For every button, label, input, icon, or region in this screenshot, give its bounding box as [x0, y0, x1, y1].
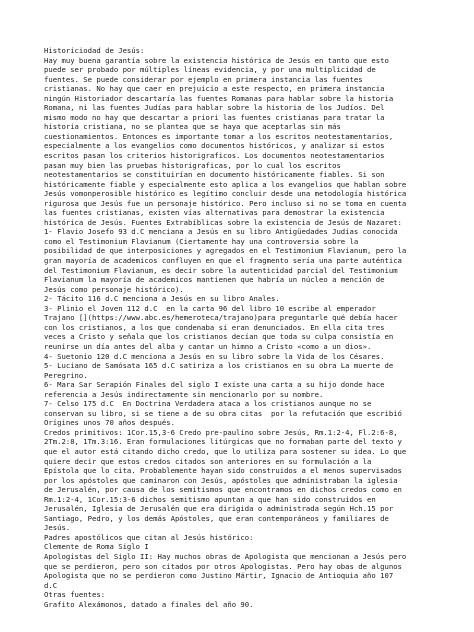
text-line: por los apóstoles que caminaron con Jesús, apóstoles que administraban la iglesia [44, 475, 398, 485]
text-line: referencia a Jesús indirectamente sin mencionarlo por su nombre. [44, 389, 324, 399]
text-line: Apologistas del Siglo II: Hay muchos obras de Apologista que mencionan a Jesús pero [44, 551, 407, 561]
text-line: rigurosa que Jesús fue un personaje histórico. Pero incluso si no se toma en cuenta [44, 198, 407, 208]
text-line: histórica de Jesús. Fuentes Extrabíblicas sobre la existencia de Jesús de Nazaret: [44, 217, 402, 227]
text-line: que el autor está citando dicho credo, que lo utiliza para sostener su idea. Lo que [44, 446, 407, 456]
text-line: Trajano [](https://www.abc.es/hemeroteca/trajano)para preguntarle qué debía hacer [44, 313, 398, 323]
text-line: Peregrino. [44, 370, 88, 380]
text-line: que se perdieron, pero son citados por otros Apologistas. Pero hay obas de algunos [44, 561, 402, 571]
text-line: mismo modo no hay que descartar a priori las fuentes cristianas para tratar la [44, 112, 385, 122]
text-line: las fuentes cristianas, existen vías alternativas para demostrar la existencia [44, 208, 385, 218]
text-line: Padres apostólicos que citan al Jesús histórico: [44, 532, 254, 542]
text-line: 1- Flavio Josefo 93 d.C menciana a Jesús en su libro Antigüedades Judías conocida [44, 227, 398, 237]
document-page [44, 46, 448, 609]
text-line: Jesús. [44, 523, 71, 533]
text-line: históricamente fiable y especialmente esto aplica a los evangelios que hablan sobre [44, 179, 407, 189]
text-line: conservan su libro, si se tiene a de su obra citas por la refutación que escribió [44, 408, 402, 418]
text-line: fuentes. Se puede considerar por ejemplo en primera instancia las fuentes [44, 74, 363, 84]
text-line: de Jerusalén, por causa de los semitismos que encontramos en dichos credos como en [44, 485, 402, 495]
text-line: Orígines unos 70 años después. [44, 418, 175, 428]
text-line: cuestionamientos. Entonces es importante tomar a los escritos neotestamentarios, [44, 131, 394, 141]
text-line: historia cristiana, no se plantea que se haya que aceptarlas sin más [44, 122, 341, 132]
text-line: Romana, ni las fuentes Judías para hablar sobre la historia de los Judíos. Del [44, 103, 385, 113]
text-line: 7- Celso 175 d.C En Doctrina Verdadera ataca a los cristianos aunque no se [44, 399, 372, 409]
text-line: gran mayoría de academicos confluyen en que el fragmento sería una parte auténtica [44, 256, 402, 266]
text-line: escritos pasan los criterios historigraficos. Los documentos neotestamentarios [44, 151, 385, 161]
text-line: Jesús como personaje histórico). [44, 284, 184, 294]
text-line: posibilidad de que interposiciones y agregados en el Testimonium Flavianum, pero la [44, 246, 407, 256]
text-line: con los cristianos, a los que condenaba si eran denunciados. En ella cita tres [44, 322, 385, 332]
text-line: pasan muy bien las pruebas historigraficas, por lo cual los escritos [44, 160, 341, 170]
text-line: Apologista que no se perdieron como Justino Mártir, Ignacio de Antioquia año 107 [44, 571, 394, 581]
text-line: d.C [44, 580, 58, 590]
text-line: Santiago, Pedro, y los demás Apóstoles, que eran contemporáneos y familiares de [44, 513, 389, 523]
text-line: Otras fuentes: [44, 590, 106, 600]
text-line: 6- Mara Sar Serapión Finales del siglo I existe una carta a su hijo donde hace [44, 380, 385, 390]
text-line: Epístola que lo cita. Probablemente hayan sido construidos a el menos supervisados [44, 466, 402, 476]
text-line: 5- Luciano de Samósata 165 d.C satiriza a los cristianos en su obra La muerte de [44, 361, 394, 371]
text-line: Clemente de Roma Siglo I [44, 542, 149, 552]
text-line: puede ser probado por múltiples líneas evidencia, y por una multiplicidad de [44, 65, 376, 75]
text-line: reunirse un día antes del alba y cantar un himno a Cristo «como a un dios». [44, 341, 372, 351]
text-line: Grafito Alexámonos, datado a finales del año 90. [44, 599, 254, 609]
text-line: cristianas. No hay que caer en prejuicio a este respecto, en primera instancia [44, 84, 385, 94]
text-line: Flavianum la mayoría de academicos mantienen que habría un núcleo a mención de [44, 275, 385, 285]
text-line: del Testimonium Flavianum, es decir sobre la autenticidad parcial del Testimonium [44, 265, 398, 275]
text-line: Hay muy buena garantía sobre la existencia histórica de Jesús en tanto que esto [44, 55, 389, 65]
text-line: ningún Historiador descartaría las fuentes Romanas para hablar sobre la historia [44, 93, 394, 103]
text-line: especialmente a los evangelios como documentos históricos, y analizar si estos [44, 141, 385, 151]
text-line: Rm.1:2-4, 1Cor.15:3-6 dichos semitismo apuntan a que han sido construidos en [44, 494, 376, 504]
text-line: Credos primitivos: 1Cor.15,3-6 Credo pre-paulino sobre Jesús, Rm.1:2-4, Fl.2:6-8, [44, 427, 398, 437]
text-line: neotestamentarios se constituirían en documento históricamente fiables. Si son [44, 170, 385, 180]
text-line: 2- Tácito 116 d.C menciona a Jesús en su libro Anales. [44, 294, 280, 304]
text-line: como el Testimonium Flavianum (Ciertamente hay una controversia sobre la [44, 236, 359, 246]
text-line: 4- Suetonio 120 d.C menciona a Jesús en su libro sobre la Vida de los Césares. [44, 351, 385, 361]
text-line: veces a Cristo y señala que los cristianos decían que toda su culpa consistía en [44, 332, 394, 342]
text-line: 2Tm.2:8, 1Tm.3:16. Eran formulaciones litúrgicas que no formaban parte del texto y [44, 437, 402, 447]
text-line: Jesús vomonperosible histórico es legítimo concluir desde una metodología histórica [44, 189, 407, 199]
text-line: 3- Plinio el Joven 112 d.C en la carta 96 del libro 10 escribe al emperador [44, 303, 376, 313]
text-line: quiere decir que estos credos citados son anteriores en su formulación a la [44, 456, 372, 466]
text-line: Jerusalén, Iglesia de Jerusalén que era dirigida o administrada según Hch.15 por [44, 504, 394, 514]
text-line: Historiciodad de Jesús: [44, 46, 145, 55]
